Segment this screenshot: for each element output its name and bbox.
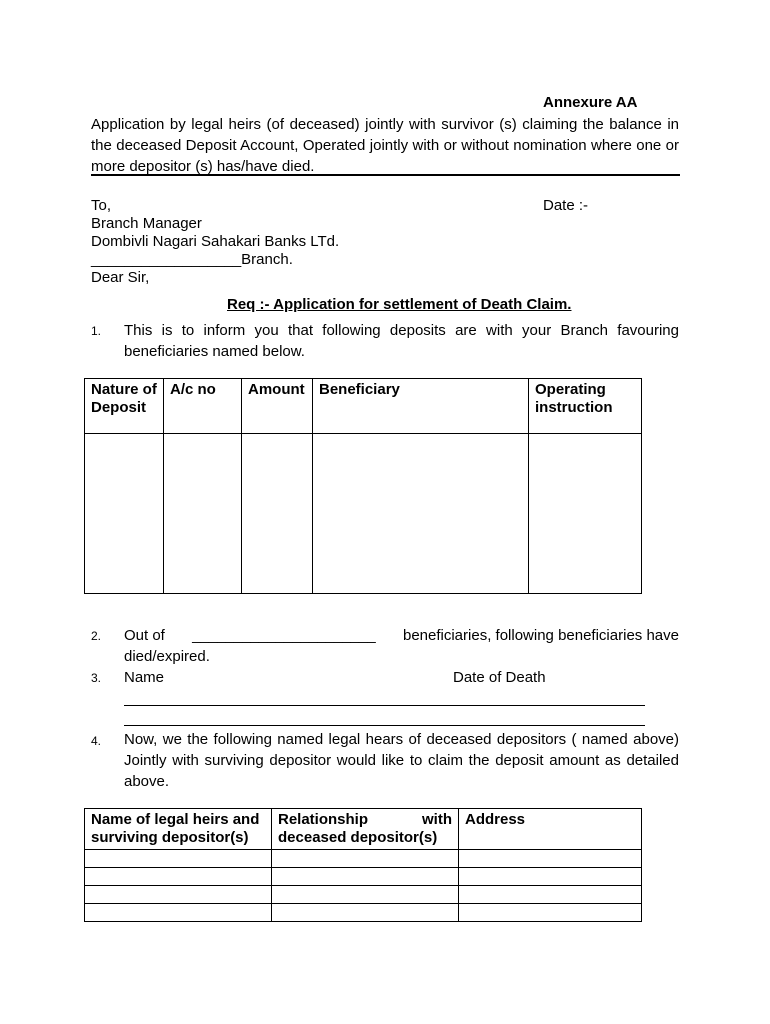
out-of-label: Out of [124,627,165,644]
heir-cell[interactable] [272,904,459,922]
heir-cell[interactable] [459,904,642,922]
col-relationship [272,809,459,850]
deposit-cell[interactable] [313,434,529,594]
col-beneficiary: Beneficiary [313,379,529,434]
with-label: with [422,811,452,828]
col-amount: Amount [242,379,313,434]
heir-cell[interactable] [459,850,642,868]
deposit-cell[interactable] [242,434,313,594]
heir-entry-row [85,886,642,904]
deposit-table [84,378,642,594]
col-address: Address [459,809,642,850]
heir-entry-row [85,850,642,868]
heir-cell[interactable] [85,850,272,868]
deceased-depositor-label: deceased depositor(s) [278,829,438,846]
item-number-2: 2. [91,629,102,643]
item-number-4: 4. [91,734,102,748]
col-nature-of-deposit: Nature of Deposit [85,379,164,434]
heir-cell[interactable] [272,850,459,868]
date-label: Date :- [543,197,589,214]
deceased-entry-line[interactable] [124,725,645,726]
item-1-text: This is to inform you that following deposits are with your Branch favouring beneficiaries named below. [124,322,679,360]
legal-heirs-table [84,808,642,922]
heir-cell[interactable] [272,868,459,886]
application-intro: Application by legal heirs (of deceased) jointly with survivor (s) claiming the balance in the deceased Deposit Account, Operated jointly with or without nomination where one or more depositor (s) has/have died. [91,116,679,175]
item-number-3: 3. [91,671,102,685]
intro-divider [91,174,680,176]
item-number-1: 1. [91,324,102,338]
heir-cell[interactable] [459,886,642,904]
heir-entry-row [85,904,642,922]
item-2-line [124,625,679,646]
bank-name: Dombivli Nagari Sahakari Banks LTd. [91,233,340,250]
heir-entry-row [85,868,642,886]
salutation: Dear Sir, [91,269,150,286]
branch-label: Branch. [241,251,293,268]
date-of-death-label: Date of Death [453,669,546,686]
branch-line [91,251,293,268]
branch-blank-field[interactable]: __________________ [91,251,242,268]
annexure-label: Annexure AA [543,94,638,111]
heir-cell[interactable] [459,868,642,886]
deceased-entry-line[interactable] [124,705,645,706]
col-legal-heirs-name: Name of legal heirs and surviving depositor(s) [85,809,272,850]
item-2-line2: died/expired. [124,648,210,665]
deposit-cell[interactable] [164,434,242,594]
heir-cell[interactable] [85,886,272,904]
recipient-title: Branch Manager [91,215,202,232]
deposit-cell[interactable] [85,434,164,594]
item-4-text: Now, we the following named legal hears of deceased depositors ( named above) Jointly with surviving depositor would like to claim the deposit amount as detailed above. [124,731,679,790]
to-label: To, [91,197,112,214]
col-operating-instruction: Operating instruction [529,379,642,434]
heir-cell[interactable] [85,868,272,886]
heir-cell[interactable] [85,904,272,922]
beneficiary-count-field[interactable]: ______________________ [192,627,376,644]
deposit-entry-row [85,434,642,594]
relationship-label: Relationship [278,811,369,828]
item-3-name-label: Name [124,669,165,686]
subject-line: Req :- Application for settlement of Death Claim. [227,296,572,313]
item-2-rest: beneficiaries, following beneficiaries have [402,627,679,644]
deposit-cell[interactable] [529,434,642,594]
heir-cell[interactable] [272,886,459,904]
col-ac-no: A/c no [164,379,242,434]
